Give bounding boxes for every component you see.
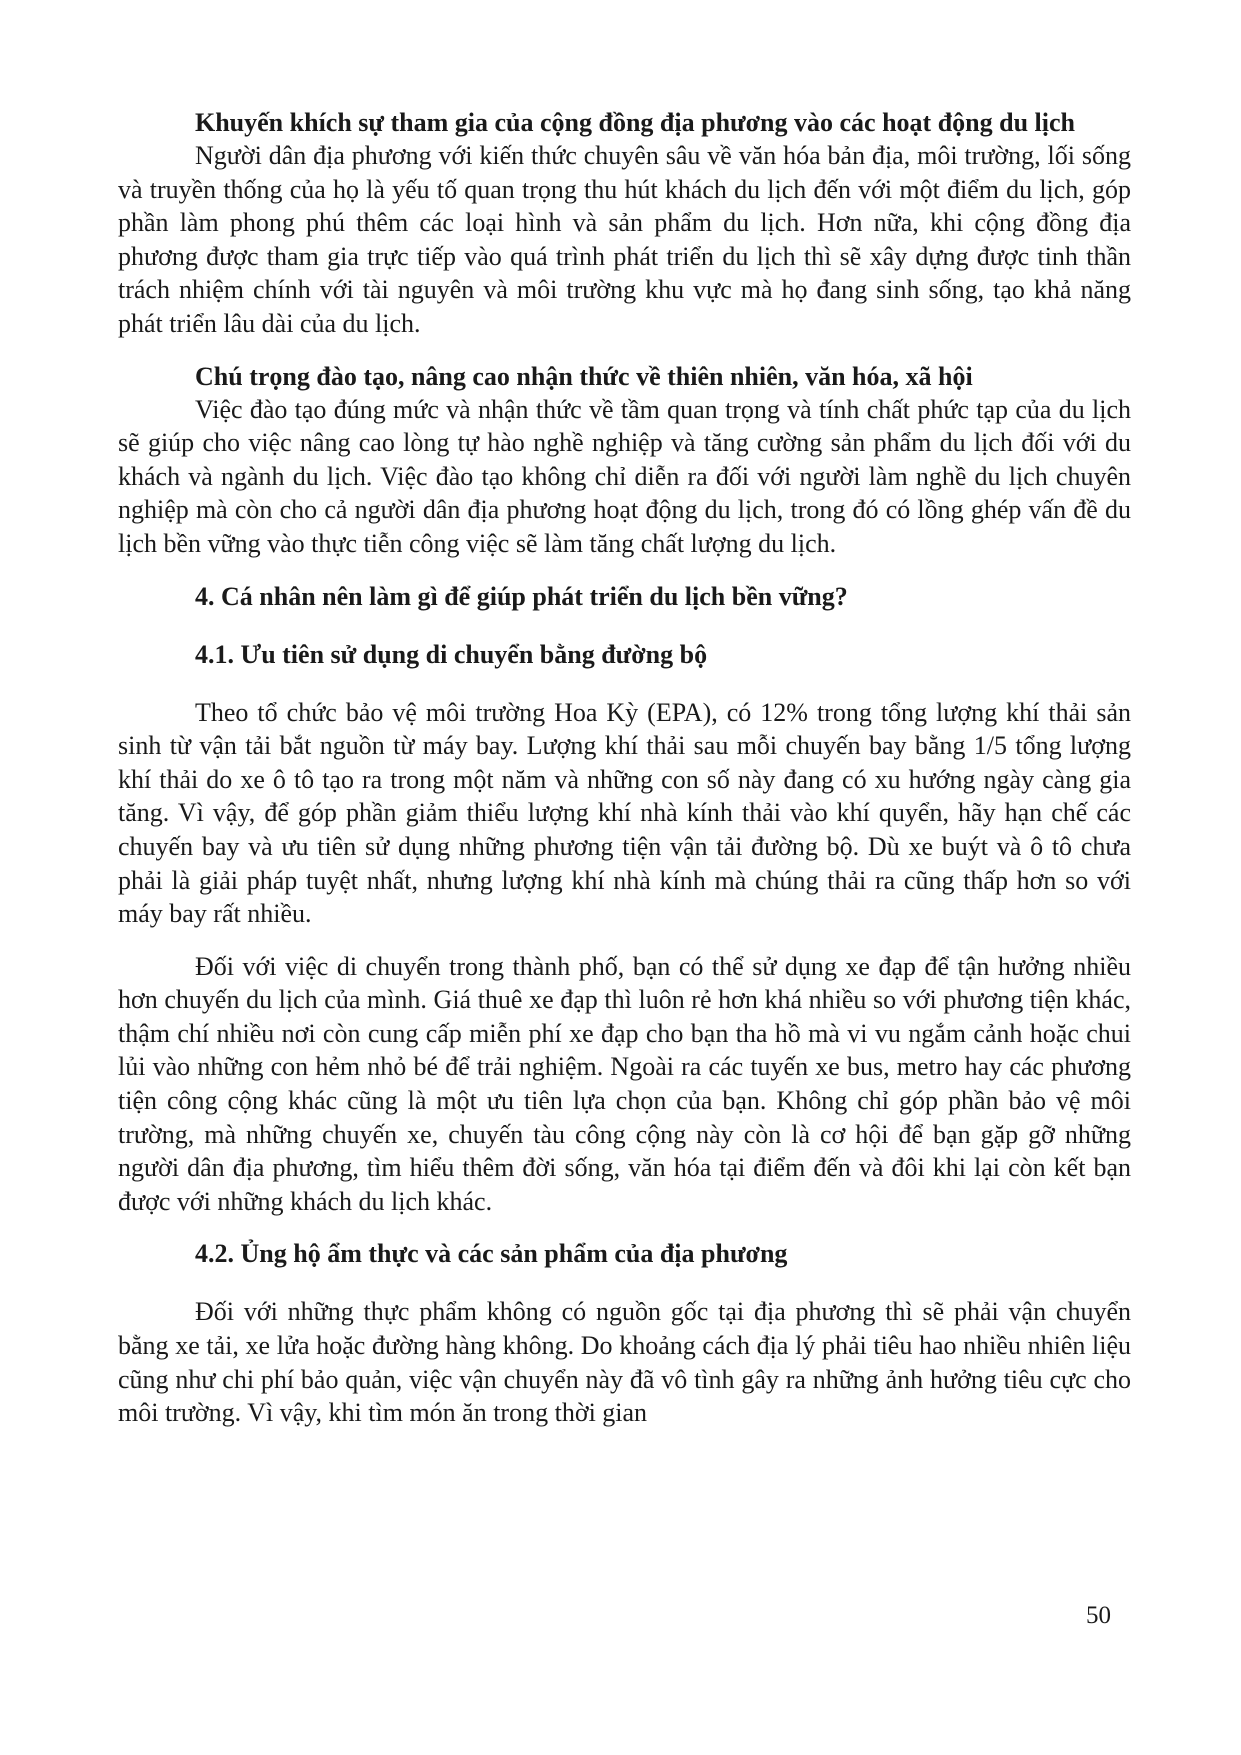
section-4-1-heading: 4.1. Ưu tiên sử dụng di chuyển bằng đường bộ [195, 639, 708, 669]
section-4-2-paragraph-1: Đối với những thực phẩm không có nguồn gốc tại địa phương thì sẽ phải vận chuyển bằng xe tải, xe lửa hoặc đường hàng không. Do khoảng cách địa lý phải tiêu hao nhiều nhiên liệu cũng như chi phí bảo quản, việc vận chuyển này đã vô tình gây ra những ảnh hưởng tiêu cực cho môi trường. Vì vậy, khi tìm món ăn trong thời gian [118, 1297, 1131, 1428]
section-4-2-heading: 4.2. Ủng hộ ẩm thực và các sản phẩm của địa phương [195, 1239, 788, 1269]
training-awareness-heading: Chú trọng đào tạo, nâng cao nhận thức về thiên nhiên, văn hóa, xã hội [195, 361, 973, 391]
document-page [118, 106, 1131, 1430]
page-number: 50 [1086, 1602, 1111, 1629]
section-4-1-paragraph-1: Theo tổ chức bảo vệ môi trường Hoa Kỳ (EPA), có 12% trong tổng lượng khí thải sản sinh từ vận tải bắt nguồn từ máy bay. Lượng khí thải sau mỗi chuyến bay bằng 1/5 tổng lượng khí thải do xe ô tô tạo ra trong một năm và những con số này đang có xu hướng ngày càng gia tăng. Vì vậy, để góp phần giảm thiểu lượng khí nhà kính thải vào khí quyển, hãy hạn chế các chuyến bay và ưu tiên sử dụng những phương tiện vận tải đường bộ. Dù xe buýt và ô tô chưa phải là giải pháp tuyệt nhất, nhưng lượng khí nhà kính mà chúng thải ra cũng thấp hơn so với máy bay rất nhiều. [118, 697, 1131, 929]
training-awareness-paragraph: Việc đào tạo đúng mức và nhận thức về tầm quan trọng và tính chất phức tạp của du lịch sẽ giúp cho việc nâng cao lòng tự hào nghề nghiệp và tăng cường sản phẩm du lịch đối với du khách và ngành du lịch. Việc đào tạo không chỉ diễn ra đối với người làm nghề du lịch chuyên nghiệp mà còn cho cả người dân địa phương hoạt động du lịch, trong đó có lồng ghép vấn đề du lịch bền vững vào thực tiễn công việc sẽ làm tăng chất lượng du lịch. [118, 394, 1131, 558]
community-participation-paragraph: Người dân địa phương với kiến thức chuyên sâu về văn hóa bản địa, môi trường, lối sống và truyền thống của họ là yếu tố quan trọng thu hút khách du lịch đến với một điểm du lịch, góp phần làm phong phú thêm các loại hình và sản phẩm du lịch. Hơn nữa, khi cộng đồng địa phương được tham gia trực tiếp vào quá trình phát triển du lịch thì sẽ xây dựng được tinh thần trách nhiệm chính với tài nguyên và môi trường khu vực mà họ đang sinh sống, tạo khả năng phát triển lâu dài của du lịch. [118, 141, 1131, 338]
community-participation-heading: Khuyến khích sự tham gia của cộng đồng địa phương vào các hoạt động du lịch [195, 108, 1075, 137]
section-4-heading: 4. Cá nhân nên làm gì để giúp phát triển du lịch bền vững? [195, 581, 848, 611]
section-4-1-paragraph-2: Đối với việc di chuyển trong thành phố, bạn có thể sử dụng xe đạp để tận hưởng nhiều hơn chuyến du lịch của mình. Giá thuê xe đạp thì luôn rẻ hơn khá nhiều so với phương tiện khác, thậm chí nhiều nơi còn cung cấp miễn phí xe đạp cho bạn tha hồ mà vi vu ngắm cảnh hoặc chui lủi vào những con hẻm nhỏ bé để trải nghiệm. Ngoài ra các tuyến xe bus, metro hay các phương tiện công cộng khác cũng là một ưu tiên lựa chọn của bạn. Không chỉ góp phần bảo vệ môi trường, mà những chuyến xe, chuyến tàu công cộng này còn là cơ hội để bạn gặp gỡ những người dân địa phương, tìm hiểu thêm đời sống, văn hóa tại điểm đến và đôi khi lại còn kết bạn được với những khách du lịch khác. [118, 951, 1131, 1216]
